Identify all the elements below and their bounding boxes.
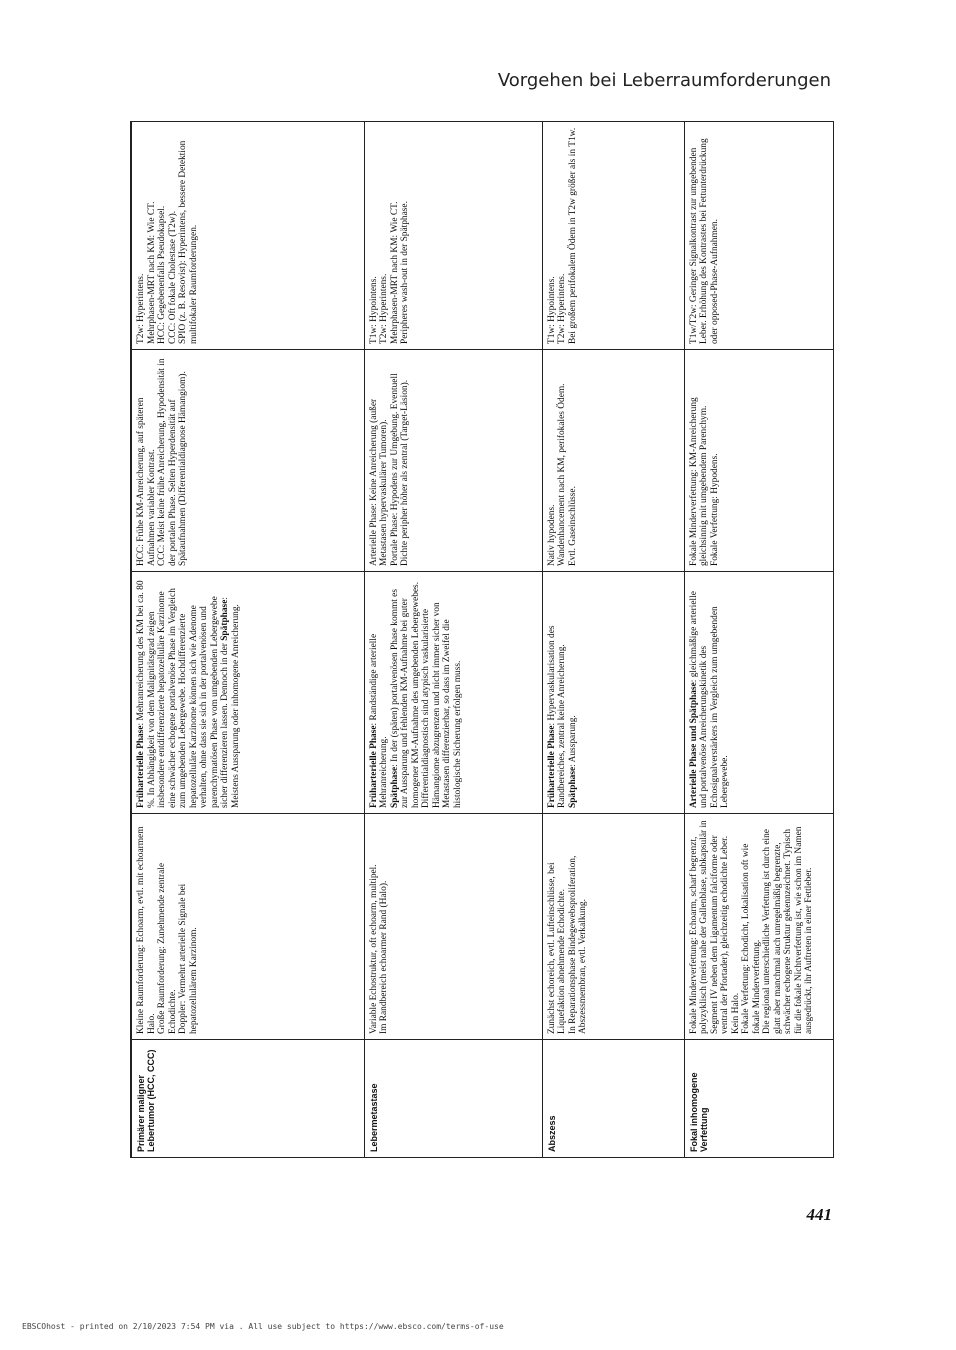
ultrasound-cell: Fokale Minderverfettung: Echoarm, scharf begrenzt, polyzyklisch (meist nahe der Gallenblase, subkapsulär in Segment IV neben dem Ligamentum falciforme oder ventral der Pfortader), gleichzeitig echodichte Leber. Kein Halo. Fokale Verfettung: Echodicht, Lokalisation oft wie fokale Minderverfettung. Die regional unterschiedliche Verfettung ist durch eine glatt aber manchmal auch unregelmäßig begrenzte, schwächer echogene Struktur gekennzeichnet. Typisch für die fokale Nichtverfettung ist, wie schon im Namen ausgedrückt, ihr Auftreten in einer Fettleber. [684, 814, 833, 1040]
mrt-cell: T1w: Hypointens. T2w: Hyperintens. Mehrphasen-MRT nach KM: Wie CT. Peripheres wash-out in der Spätphase. [364, 122, 542, 350]
ebsco-footer-note: EBSCOhost - printed on 2/10/2023 7:54 PM via . All use subject to https://www.ebsco.com/terms-of-use [22, 1322, 504, 1331]
lesion-name-cell: Fokal inhomogene Verfettung [684, 1040, 833, 1158]
lesion-name-cell: Primärer maligner Lebertumor (HCC, CCC) [131, 1040, 364, 1158]
ceus-cell: Arterielle Phase und Spätphase: gleichmäßige arterielle und portalvenöse Anreicherungskinetik des Echosignalverstärkers im Vergleich zum umgebenden Lebergewebe. [684, 572, 833, 814]
ultrasound-cell: Variable Echostruktur, oft echoarm, multipel. Im Randbereich echoarmer Rand (Halo). [364, 814, 542, 1040]
lesion-name-cell: Lebermetastase [364, 1040, 542, 1158]
lesion-name-cell: Abszess [542, 1040, 684, 1158]
liver-lesion-table [130, 121, 834, 1158]
ct-cell: Fokale Minderverfettung: KM-Anreicherung gleichsinnig mit umgebendem Parenchym. Fokale Verfettung: Hypodens. [684, 350, 833, 572]
ct-cell: HCC: Frühe KM-Anreicherung, auf späteren Aufnahmen variabler Kontrast. CCC: Meist keine frühe Anreicherung, Hypodensität in der portalen Phase. Selten Hyperdensität auf Spätaufnahmen (Differentialdiagnose Hämangiom). [131, 350, 364, 572]
ceus-cell: Früharterielle Phase: Randständige arterielle Mehranreicherung. Spätphase: In der (späten) portalvenösen Phase kommt es zur Aussparung und fehlenden KM-Aufnahme bei guter homogener KM-Aufnahme des umgebenden Lebergewebes. Differentialdiagnostisch sind atypisch vaskularisierte Hämangiome abzugrenzen und nicht immer sicher von Metastasen differenzierbar, so dass im Zweifel die histologische Sicherung erfolgen muss. [364, 572, 542, 814]
table-row [684, 122, 833, 1158]
mrt-cell: T1w/T2w: Geringer Signalkontrast zur umgebenden Leber. Erhöhung des Kontrastes bei Fettunterdrückung oder opposed-Phase-Aufnahmen. [684, 122, 833, 350]
ct-cell: Arterielle Phase: Keine Anreicherung (außer Metastasen hypervaskulärer Tumoren). Portale Phase: Hypodens zur Umgebung. Eventuell Dichte peripher höher als zentral (Target-Läsion). [364, 350, 542, 572]
ct-cell: Nativ hypodens. Wandenhancement nach KM, perifokales Ödem. Evtl. Gaseinschlüsse. [542, 350, 684, 572]
mrt-cell: T1w: Hypointens. T2w: Hyperintens. Bei großem perifokalem Ödem in T2w größer als in T1w. [542, 122, 684, 350]
table-row [364, 122, 542, 1158]
ultrasound-cell: Zunächst echoreich, evtl. Lufteinschlüsse, bei Liquefaktion abnehmende Echodichte. In Reparationsphase Bindegewebsproliferation, Abszessmembran, evtl. Verkalkung. [542, 814, 684, 1040]
running-header-title: Vorgehen bei Leberraumforderungen [497, 70, 831, 91]
mrt-cell: T2w: Hyperintens. Mehrphasen-MRT nach KM: Wie CT. HCC: Gegebenenfalls Pseudokapsel. CCC: Oft fokale Cholestase (T2w). SPIO (z. B. Resovist): Hyperintens, bessere Detektion multifokaler Raumforderungen. [131, 122, 364, 350]
page-number: 441 [806, 1205, 832, 1224]
ceus-cell: Früharterielle Phase: Hypervaskularisation des Randbereiches, zentral keine Anreicherung. Spätphase: Aussparung. [542, 572, 684, 814]
ceus-cell: Früharterielle Phase: Mehranreicherung des KM bei ca. 80 %. In Abhängigkeit von dem Malignitätsgrad zeigen insbesondere entdifferenzierte hepatozelluläre Karzinome eine schwächer echogene portalvenöse Phase im Vergleich zum umgebenden Lebergewebe. Hochdifferenzierte hepatozelluläre Karzinome können sich wie Adenome verhalten, ohne dass sie sich in der portalvenösen und parenchymatösen Phase vom umgebenden Lebergewebe sicher differenzieren lassen. Dennoch in der Spätphase: Meistens Aussparung oder inhomogene Anreicherung. [131, 572, 364, 814]
rotated-table-container [130, 122, 832, 1158]
table-row [131, 122, 364, 1158]
ultrasound-cell: Kleine Raumforderung: Echoarm, evtl. mit echoarmem Halo. Große Raumforderung: Zunehmende zentrale Echodichte. Doppler: Vermehrt arterielle Signale bei hepatozellulärem Karzinom. [131, 814, 364, 1040]
table-row [542, 122, 684, 1158]
